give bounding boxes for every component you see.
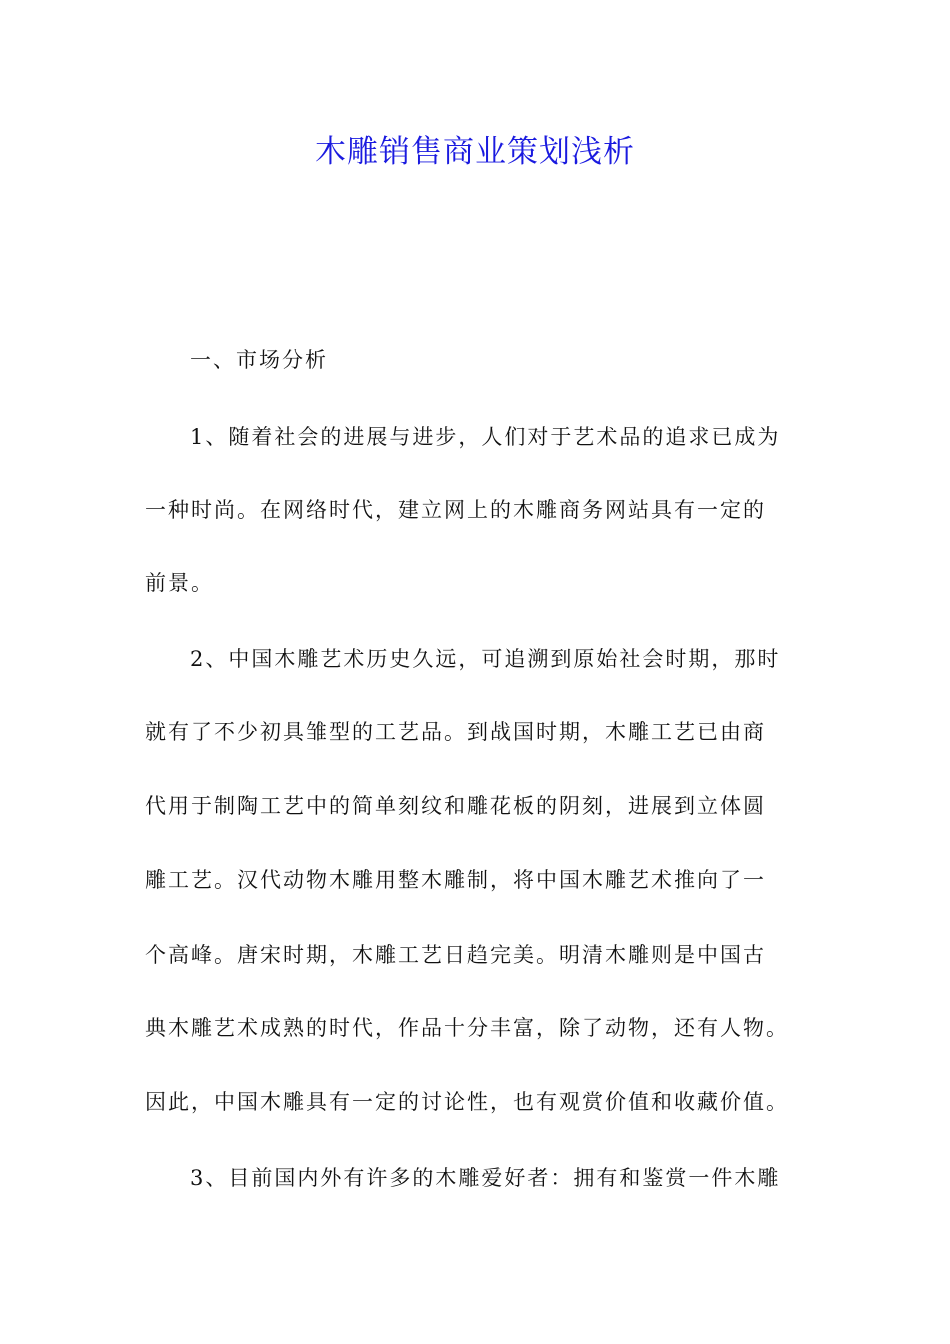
paragraph-1-line-3: 前景。 (145, 571, 214, 595)
paragraph-2-line-2: 就有了不少初具雏型的工艺品。到战国时期，木雕工艺已由商 (145, 720, 766, 744)
paragraph-2-line-7: 因此，中国木雕具有一定的讨论性，也有观赏价值和收藏价值。 (145, 1090, 789, 1114)
document-title: 木雕销售商业策划浅析 (315, 134, 635, 170)
section-heading-market-analysis: 一、市场分析 (190, 348, 328, 372)
paragraph-2-line-6: 典木雕艺术成熟的时代，作品十分丰富，除了动物，还有人物。 (145, 1016, 789, 1040)
paragraph-3-line-1: 3、目前国内外有许多的木雕爱好者：拥有和鉴赏一件木雕 (190, 1166, 781, 1190)
paragraph-2-line-5: 个高峰。唐宋时期，木雕工艺日趋完美。明清木雕则是中国古 (145, 943, 766, 967)
paragraph-2-line-1: 2、中国木雕艺术历史久远，可追溯到原始社会时期，那时 (190, 647, 781, 671)
paragraph-2-line-3: 代用于制陶工艺中的简单刻纹和雕花板的阴刻，进展到立体圆 (145, 794, 766, 818)
paragraph-1-line-1: 1、随着社会的进展与进步，人们对于艺术品的追求已成为 (190, 425, 781, 449)
paragraph-2-line-4: 雕工艺。汉代动物木雕用整木雕制，将中国木雕艺术推向了一 (145, 868, 766, 892)
paragraph-1-line-2: 一种时尚。在网络时代，建立网上的木雕商务网站具有一定的 (145, 498, 766, 522)
